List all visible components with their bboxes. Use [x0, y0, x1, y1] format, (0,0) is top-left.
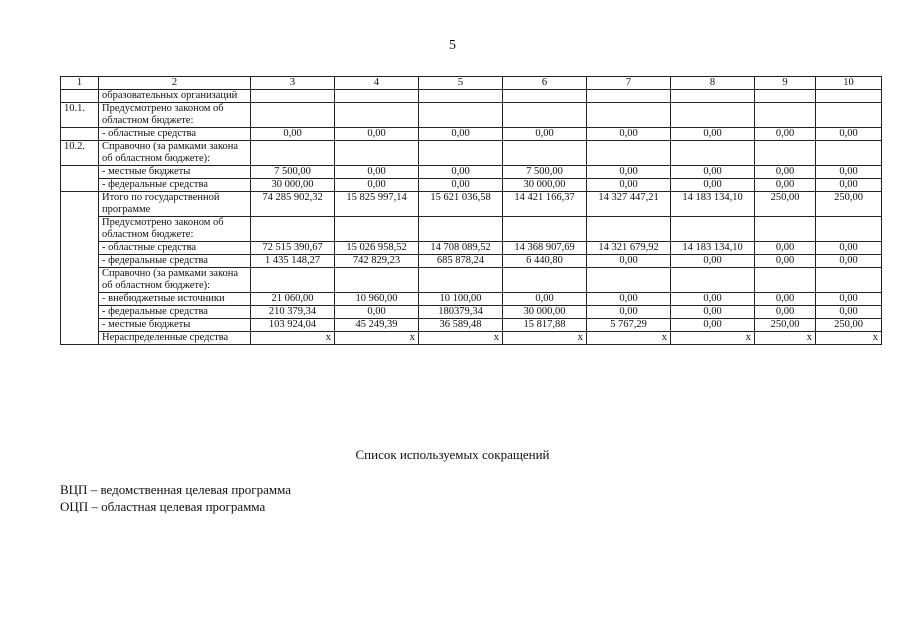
- header-cell: 5: [419, 77, 503, 90]
- value-cell: 5 767,29: [587, 319, 671, 332]
- value-cell: 14 327 447,21: [587, 192, 671, 217]
- value-cell: 0,00: [419, 166, 503, 179]
- value-cell: x: [419, 332, 503, 345]
- value-cell: [251, 90, 335, 103]
- table-row: [61, 268, 882, 293]
- value-cell: 0,00: [816, 306, 882, 319]
- row-label-cell: - областные средства: [99, 242, 251, 255]
- row-label-cell: Нераспределенные средства: [99, 332, 251, 345]
- value-cell: [503, 217, 587, 242]
- value-cell: 0,00: [587, 179, 671, 192]
- value-cell: 103 924,04: [251, 319, 335, 332]
- value-cell: 0,00: [587, 128, 671, 141]
- value-cell: 1 435 148,27: [251, 255, 335, 268]
- value-cell: [816, 141, 882, 166]
- value-cell: [419, 141, 503, 166]
- value-cell: 742 829,23: [335, 255, 419, 268]
- value-cell: 0,00: [671, 166, 755, 179]
- value-cell: [587, 103, 671, 128]
- budget-table-body: [61, 77, 882, 345]
- value-cell: 36 589,48: [419, 319, 503, 332]
- value-cell: 0,00: [671, 179, 755, 192]
- value-cell: 21 060,00: [251, 293, 335, 306]
- value-cell: 0,00: [816, 128, 882, 141]
- table-row: [61, 179, 882, 192]
- value-cell: x: [503, 332, 587, 345]
- value-cell: 10 100,00: [419, 293, 503, 306]
- table-row: [61, 319, 882, 332]
- value-cell: 10 960,00: [335, 293, 419, 306]
- row-label-cell: Предусмотрено законом об областном бюджете:: [99, 103, 251, 128]
- value-cell: 0,00: [671, 306, 755, 319]
- value-cell: 250,00: [816, 192, 882, 217]
- table-row: [61, 128, 882, 141]
- row-label-cell: Предусмотрено законом об областном бюджете:: [99, 217, 251, 242]
- value-cell: [816, 217, 882, 242]
- value-cell: 0,00: [755, 293, 816, 306]
- value-cell: [335, 103, 419, 128]
- value-cell: 0,00: [671, 293, 755, 306]
- table-row: [61, 217, 882, 242]
- value-cell: 180379,34: [419, 306, 503, 319]
- value-cell: 0,00: [587, 255, 671, 268]
- value-cell: [671, 90, 755, 103]
- header-cell: 8: [671, 77, 755, 90]
- header-cell: 3: [251, 77, 335, 90]
- value-cell: 210 379,34: [251, 306, 335, 319]
- value-cell: 0,00: [503, 293, 587, 306]
- value-cell: 15 817,88: [503, 319, 587, 332]
- value-cell: 14 421 166,37: [503, 192, 587, 217]
- table-row: [61, 141, 882, 166]
- row-number-cell: [61, 90, 99, 103]
- row-number-cell: [61, 293, 99, 306]
- budget-table: [60, 76, 882, 345]
- value-cell: 0,00: [671, 255, 755, 268]
- row-number-cell: [61, 268, 99, 293]
- value-cell: [251, 217, 335, 242]
- value-cell: x: [335, 332, 419, 345]
- value-cell: x: [816, 332, 882, 345]
- value-cell: [335, 217, 419, 242]
- table-row: [61, 332, 882, 345]
- value-cell: 0,00: [816, 293, 882, 306]
- value-cell: 0,00: [419, 128, 503, 141]
- value-cell: 0,00: [419, 179, 503, 192]
- value-cell: 14 183 134,10: [671, 192, 755, 217]
- row-label-cell: - федеральные средства: [99, 179, 251, 192]
- table-row: [61, 166, 882, 179]
- value-cell: [755, 217, 816, 242]
- value-cell: [671, 268, 755, 293]
- value-cell: [419, 268, 503, 293]
- header-cell: 2: [99, 77, 251, 90]
- row-number-cell: [61, 166, 99, 179]
- value-cell: 14 183 134,10: [671, 242, 755, 255]
- value-cell: x: [251, 332, 335, 345]
- value-cell: [503, 141, 587, 166]
- value-cell: [419, 103, 503, 128]
- value-cell: 0,00: [755, 255, 816, 268]
- value-cell: x: [671, 332, 755, 345]
- value-cell: 0,00: [755, 166, 816, 179]
- value-cell: 15 825 997,14: [335, 192, 419, 217]
- row-number-cell: [61, 192, 99, 217]
- value-cell: [671, 217, 755, 242]
- abbreviations-title: Список используемых сокращений: [355, 447, 550, 462]
- value-cell: [503, 103, 587, 128]
- table-row: [61, 255, 882, 268]
- value-cell: 0,00: [335, 179, 419, 192]
- row-number-cell: [61, 128, 99, 141]
- value-cell: 0,00: [816, 255, 882, 268]
- value-cell: [671, 141, 755, 166]
- value-cell: [755, 90, 816, 103]
- value-cell: [335, 141, 419, 166]
- row-number-cell: [61, 319, 99, 332]
- value-cell: [251, 268, 335, 293]
- row-label-cell: Итого по государственной программе: [99, 192, 251, 217]
- value-cell: [587, 268, 671, 293]
- value-cell: 0,00: [755, 128, 816, 141]
- value-cell: 0,00: [816, 166, 882, 179]
- header-cell: 1: [61, 77, 99, 90]
- row-number-cell: 10.1.: [61, 103, 99, 128]
- value-cell: 7 500,00: [251, 166, 335, 179]
- row-number-cell: 10.2.: [61, 141, 99, 166]
- value-cell: 72 515 390,67: [251, 242, 335, 255]
- value-cell: 15 621 036,58: [419, 192, 503, 217]
- value-cell: 250,00: [755, 192, 816, 217]
- value-cell: 74 285 902,32: [251, 192, 335, 217]
- value-cell: 0,00: [587, 306, 671, 319]
- table-row: [61, 192, 882, 217]
- header-cell: 10: [816, 77, 882, 90]
- value-cell: 0,00: [755, 242, 816, 255]
- value-cell: 7 500,00: [503, 166, 587, 179]
- row-number-cell: [61, 306, 99, 319]
- value-cell: 30 000,00: [251, 179, 335, 192]
- header-cell: 6: [503, 77, 587, 90]
- value-cell: [587, 90, 671, 103]
- value-cell: 250,00: [816, 319, 882, 332]
- table-header-row: [61, 77, 882, 90]
- value-cell: [419, 90, 503, 103]
- table-row: [61, 103, 882, 128]
- value-cell: [755, 141, 816, 166]
- abbreviation-item: ВЦП – ведомственная целевая программа: [60, 482, 292, 497]
- value-cell: 15 026 958,52: [335, 242, 419, 255]
- row-number-cell: [61, 179, 99, 192]
- row-label-cell: - федеральные средства: [99, 255, 251, 268]
- value-cell: x: [587, 332, 671, 345]
- value-cell: 45 249,39: [335, 319, 419, 332]
- row-label-cell: - местные бюджеты: [99, 166, 251, 179]
- value-cell: 0,00: [755, 306, 816, 319]
- value-cell: [503, 268, 587, 293]
- value-cell: [816, 90, 882, 103]
- row-number-cell: [61, 332, 99, 345]
- page-number: 5: [449, 38, 456, 53]
- value-cell: [755, 268, 816, 293]
- header-cell: 4: [335, 77, 419, 90]
- value-cell: [503, 90, 587, 103]
- value-cell: [671, 103, 755, 128]
- row-number-cell: [61, 242, 99, 255]
- value-cell: 250,00: [755, 319, 816, 332]
- row-number-cell: [61, 255, 99, 268]
- value-cell: 0,00: [587, 293, 671, 306]
- value-cell: [816, 268, 882, 293]
- row-number-cell: [61, 217, 99, 242]
- value-cell: 30 000,00: [503, 179, 587, 192]
- value-cell: [755, 103, 816, 128]
- abbreviation-item: ОЦП – областная целевая программа: [60, 499, 266, 514]
- value-cell: 0,00: [755, 179, 816, 192]
- value-cell: 685 878,24: [419, 255, 503, 268]
- value-cell: 0,00: [503, 128, 587, 141]
- value-cell: [335, 90, 419, 103]
- row-label-cell: - областные средства: [99, 128, 251, 141]
- row-label-cell: образовательных организаций: [99, 90, 251, 103]
- value-cell: 0,00: [335, 306, 419, 319]
- value-cell: 30 000,00: [503, 306, 587, 319]
- value-cell: 0,00: [335, 166, 419, 179]
- value-cell: 14 368 907,69: [503, 242, 587, 255]
- value-cell: 14 321 679,92: [587, 242, 671, 255]
- value-cell: [419, 217, 503, 242]
- table-row: [61, 293, 882, 306]
- value-cell: 6 440,80: [503, 255, 587, 268]
- header-cell: 7: [587, 77, 671, 90]
- table-row: [61, 306, 882, 319]
- value-cell: [251, 141, 335, 166]
- value-cell: [587, 217, 671, 242]
- table-row: [61, 90, 882, 103]
- value-cell: 14 708 089,52: [419, 242, 503, 255]
- value-cell: 0,00: [671, 319, 755, 332]
- value-cell: [335, 268, 419, 293]
- value-cell: [816, 103, 882, 128]
- row-label-cell: Справочно (за рамками закона об областном бюджете):: [99, 268, 251, 293]
- table-row: [61, 242, 882, 255]
- value-cell: 0,00: [335, 128, 419, 141]
- value-cell: [587, 141, 671, 166]
- row-label-cell: Справочно (за рамками закона об областном бюджете):: [99, 141, 251, 166]
- value-cell: x: [755, 332, 816, 345]
- header-cell: 9: [755, 77, 816, 90]
- value-cell: 0,00: [251, 128, 335, 141]
- row-label-cell: - федеральные средства: [99, 306, 251, 319]
- value-cell: 0,00: [587, 166, 671, 179]
- row-label-cell: - внебюджетные источники: [99, 293, 251, 306]
- value-cell: 0,00: [816, 179, 882, 192]
- value-cell: [251, 103, 335, 128]
- row-label-cell: - местные бюджеты: [99, 319, 251, 332]
- value-cell: 0,00: [671, 128, 755, 141]
- value-cell: 0,00: [816, 242, 882, 255]
